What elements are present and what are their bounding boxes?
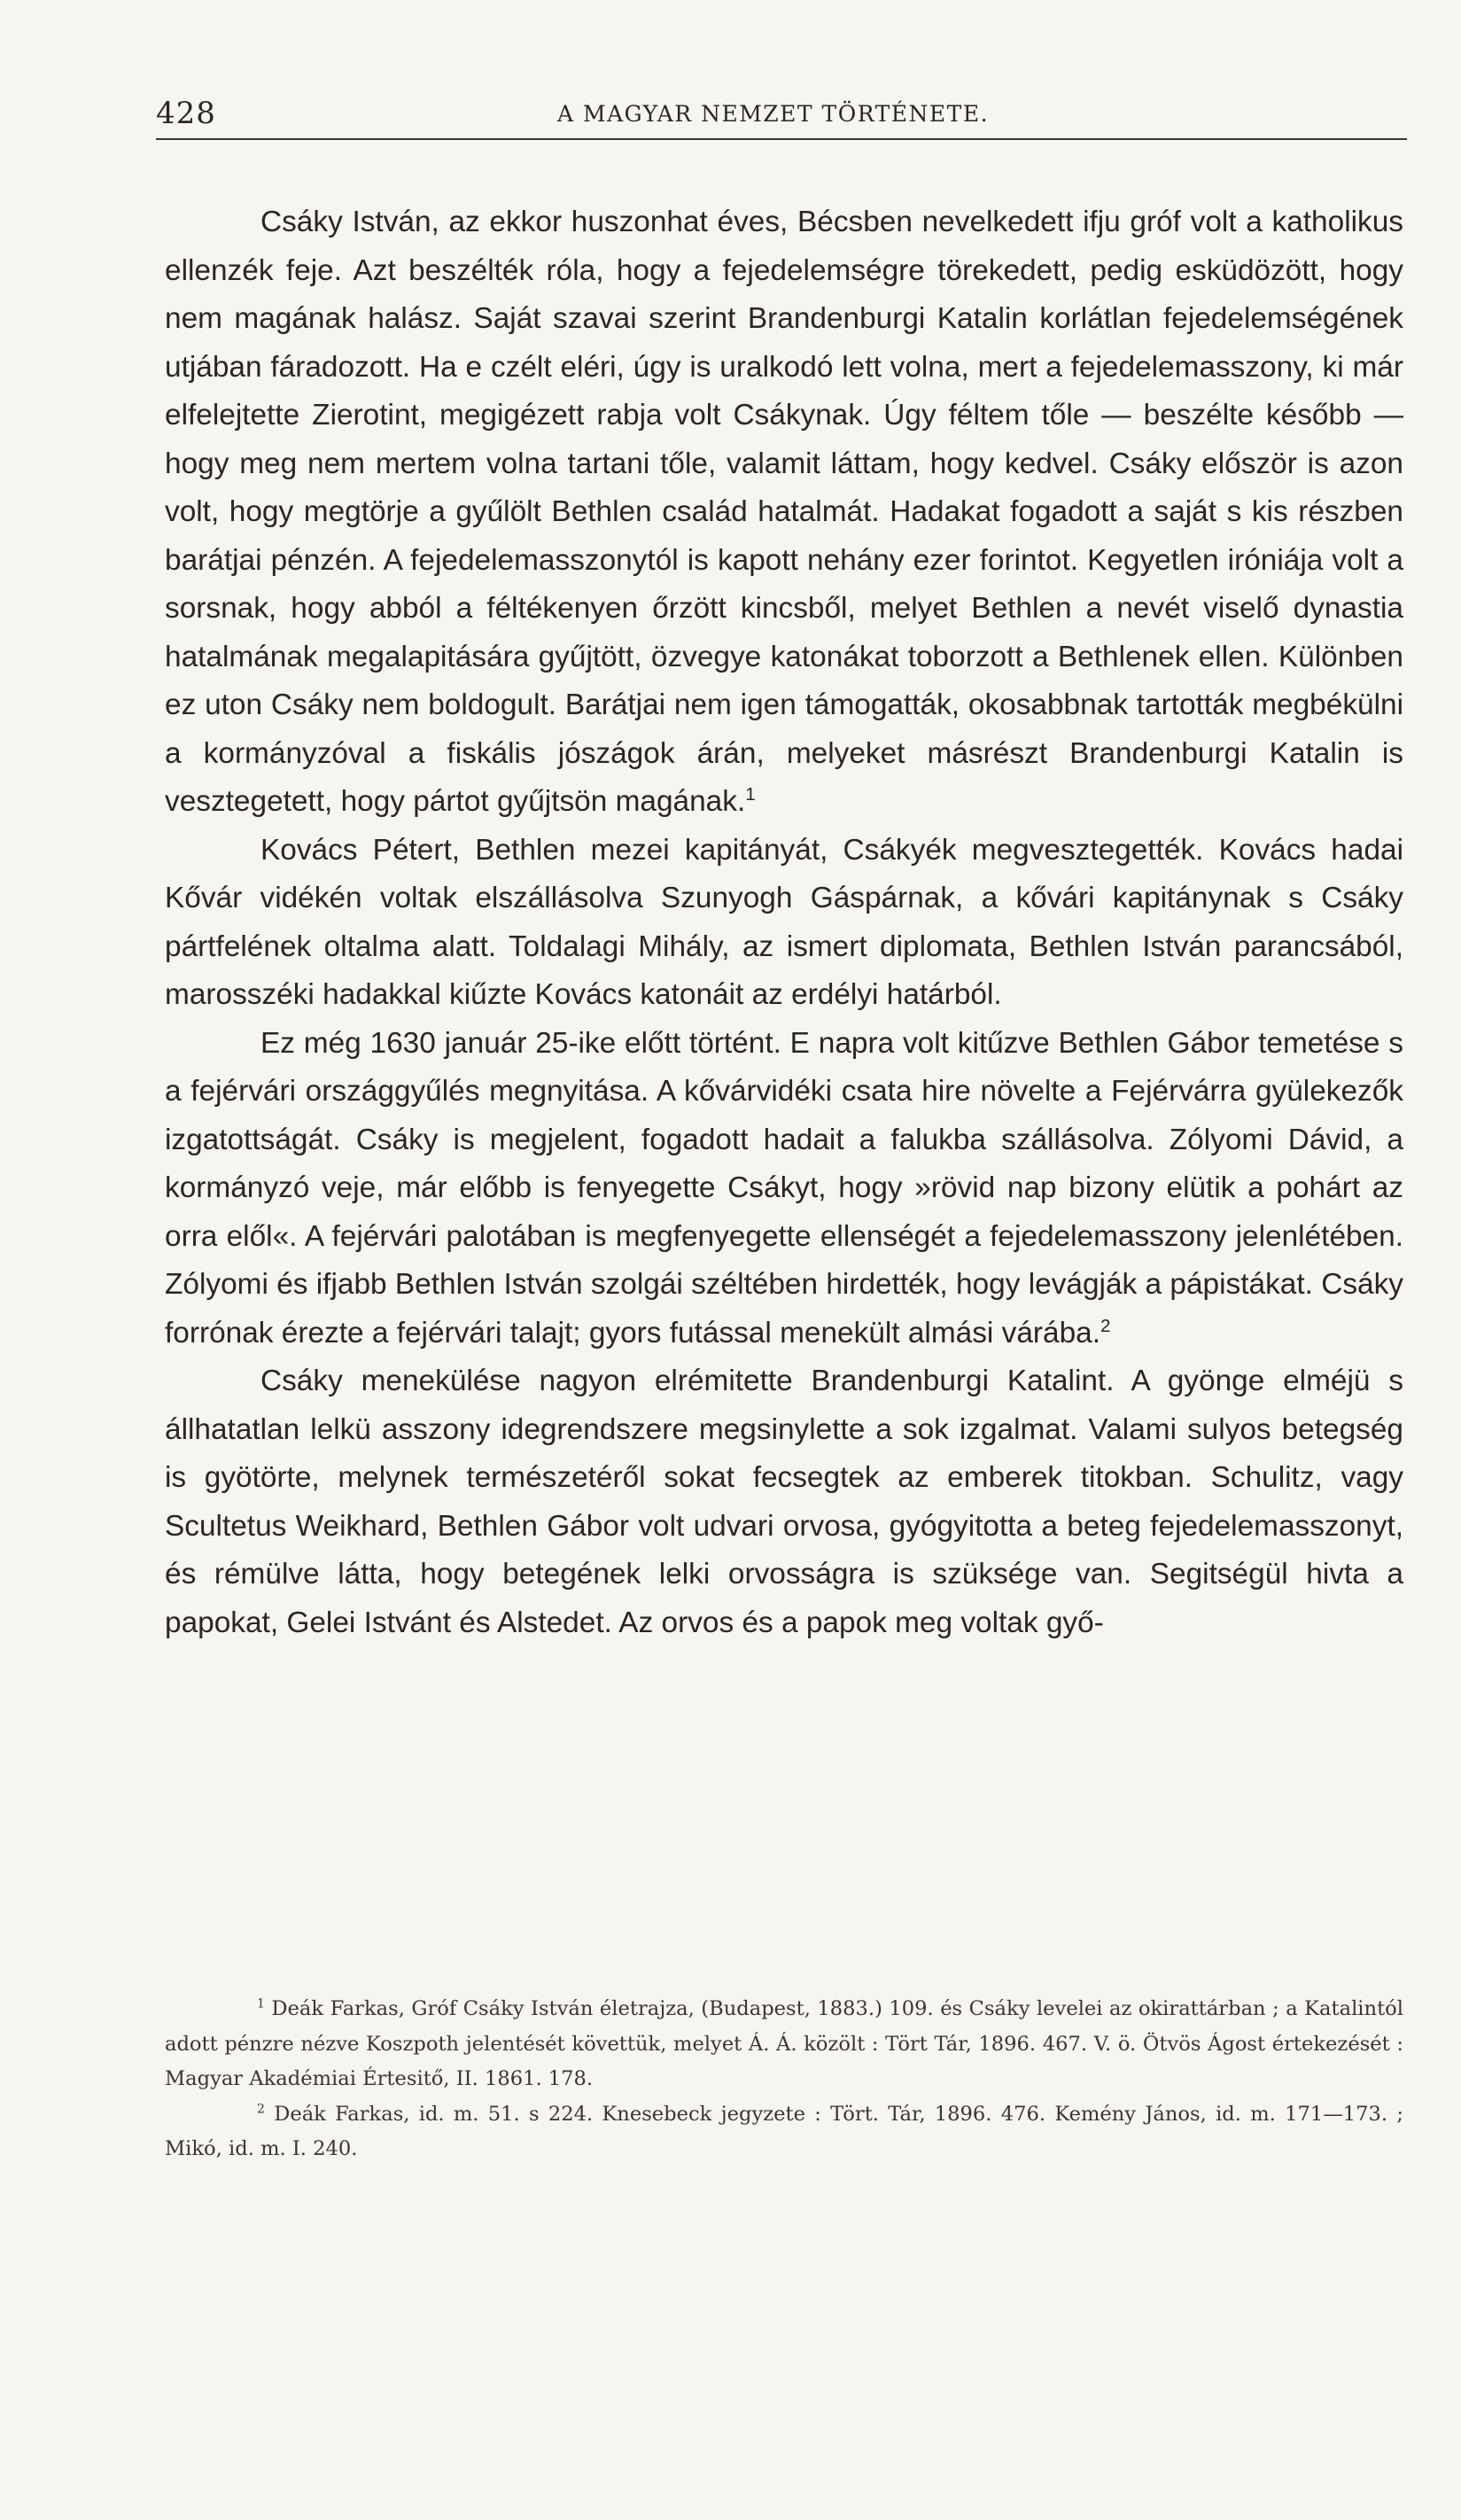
footnote-marker: 2 (257, 2102, 265, 2117)
paragraph (165, 1020, 1403, 1358)
paragraph (165, 827, 1403, 1020)
footnote (165, 1992, 1403, 2097)
body-text (165, 198, 1403, 1647)
footnote-ref: 2 (1100, 1315, 1111, 1336)
paragraph (165, 1357, 1403, 1647)
paragraph-text: Csáky István, az ekkor huszonhat éves, Bécsben nevelkedett ifju gróf volt a katholikus ellenzék feje. Azt beszélték róla, hogy a fejedelemségre törekedett, pedig esküdözött, hogy nem magának halász. Saját szavai szerint Brandenburgi Katalin korlátlan fejedelemségének utjában fáradozott. Ha e czélt eléri, úgy is uralkodó lett volna, mert a fejedelemasszony, ki már elfelejtette Zierotint, megigézett rabja volt Csákynak. Úgy féltem tőle — beszélte később — hogy meg nem mertem volna tartani tőle, valamit láttam, hogy kedvel. Csáky először is azon volt, hogy megtörje a gyűlölt Bethlen család hatalmát. Hadakat fogadott a saját s kis részben barátjai pénzén. A fejedelemasszonytól is kapott nehány ezer forintot. Kegyetlen iróniája volt a sorsnak, hogy abból a féltékenyen őrzött kincsből, melyet Bethlen a nevét viselő dynastia hatalmának megalapitására gyűjtött, özvegye katonákat toborzott a Bethlenek ellen. Különben ez uton Csáky nem boldogult. Barátjai nem igen támogatták, okosabbnak tartották megbékülni a kormányzóval a fiskális jószágok árán, melyeket másrészt Brandenburgi Katalin is vesztegetett, hogy pártot gyűjtsön magának. (165, 206, 1403, 818)
page-number: 428 (156, 96, 216, 131)
footnote-ref: 1 (745, 783, 756, 805)
paragraph-text: Ez még 1630 január 25-ike előtt történt. E napra volt kitűzve Bethlen Gábor temetése s a fejérvári országgyűlés megnyitása. A kővárvidéki csata hire növelte a Fejérvárra gyülekezők izgatottságát. Csáky is megjelent, fogadott hadait a falukba szállásolva. Zólyomi Dávid, a kormányzó veje, már előbb is fenyegette Csákyt, hogy »rövid nap bizony elütik a pohárt az orra elől«. A fejérvári palotában is megfenyegette ellenségét a fejedelemasszony jelenlétében. Zólyomi és ifjabb Bethlen István szolgái széltében hirdették, hogy levágják a pápistákat. Csáky forrónak érezte a fejérvári talajt; gyors futással menekült almási várába. (165, 1026, 1403, 1349)
paragraph-text: Csáky menekülése nagyon elrémitette Brandenburgi Katalint. A gyönge elméjü s állhatatlan lelkü asszony idegrendszere megsinylette a sok izgalmat. Valami sulyos betegség is gyötörte, melynek természetéről sokat fecsegtek az emberek titokban. Schulitz, vagy Scultetus Weikhard, Bethlen Gábor volt udvari orvosa, gyógyitotta a beteg fejedelemasszonyt, és rémülve látta, hogy betegének lelki orvosságra is szüksége van. Segitségül hivta a papokat, Gelei Istvánt és Alstedet. Az orvos és a papok meg voltak győ- (165, 1365, 1403, 1639)
running-title: A MAGYAR NEMZET TÖRTÉNETE. (557, 101, 990, 127)
footnote-text: Deák Farkas, id. m. 51. s 224. Knesebeck jegyzete : Tört. Tár, 1896. 476. Kemény János, id. m. 171—173. ; Mikó, id. m. I. 240. (165, 2102, 1403, 2161)
footnote (165, 2097, 1403, 2167)
paragraph (165, 198, 1403, 827)
header-rule (156, 138, 1407, 140)
footnote-text: Deák Farkas, Gróf Csáky István életrajza, (Budapest, 1883.) 109. és Csáky levelei az okirattárban ; a Katalintól adott pénzre nézve Koszpoth jelentését követtük, melyet Á. Á. közölt : Tört Tár, 1896. 467. V. ö. Ötvös Ágost értekezését : Magyar Akadémiai Értesitő, II. 1861. 178. (165, 1997, 1403, 2091)
paragraph-text: Kovács Pétert, Bethlen mezei kapitányát, Csákyék megvesztegették. Kovács hadai Kővár vidékén voltak elszállásolva Szunyogh Gáspárnak, a kővári kapitánynak s Csáky pártfelének oltalma alatt. Toldalagi Mihály, az ismert diplomata, Bethlen István parancsából, marosszéki hadakkal kiűzte Kovács katonáit az erdélyi határból. (165, 833, 1403, 1011)
footnotes (165, 1992, 1403, 2167)
page-header (156, 96, 1407, 136)
footnote-marker: 1 (257, 1996, 265, 2011)
